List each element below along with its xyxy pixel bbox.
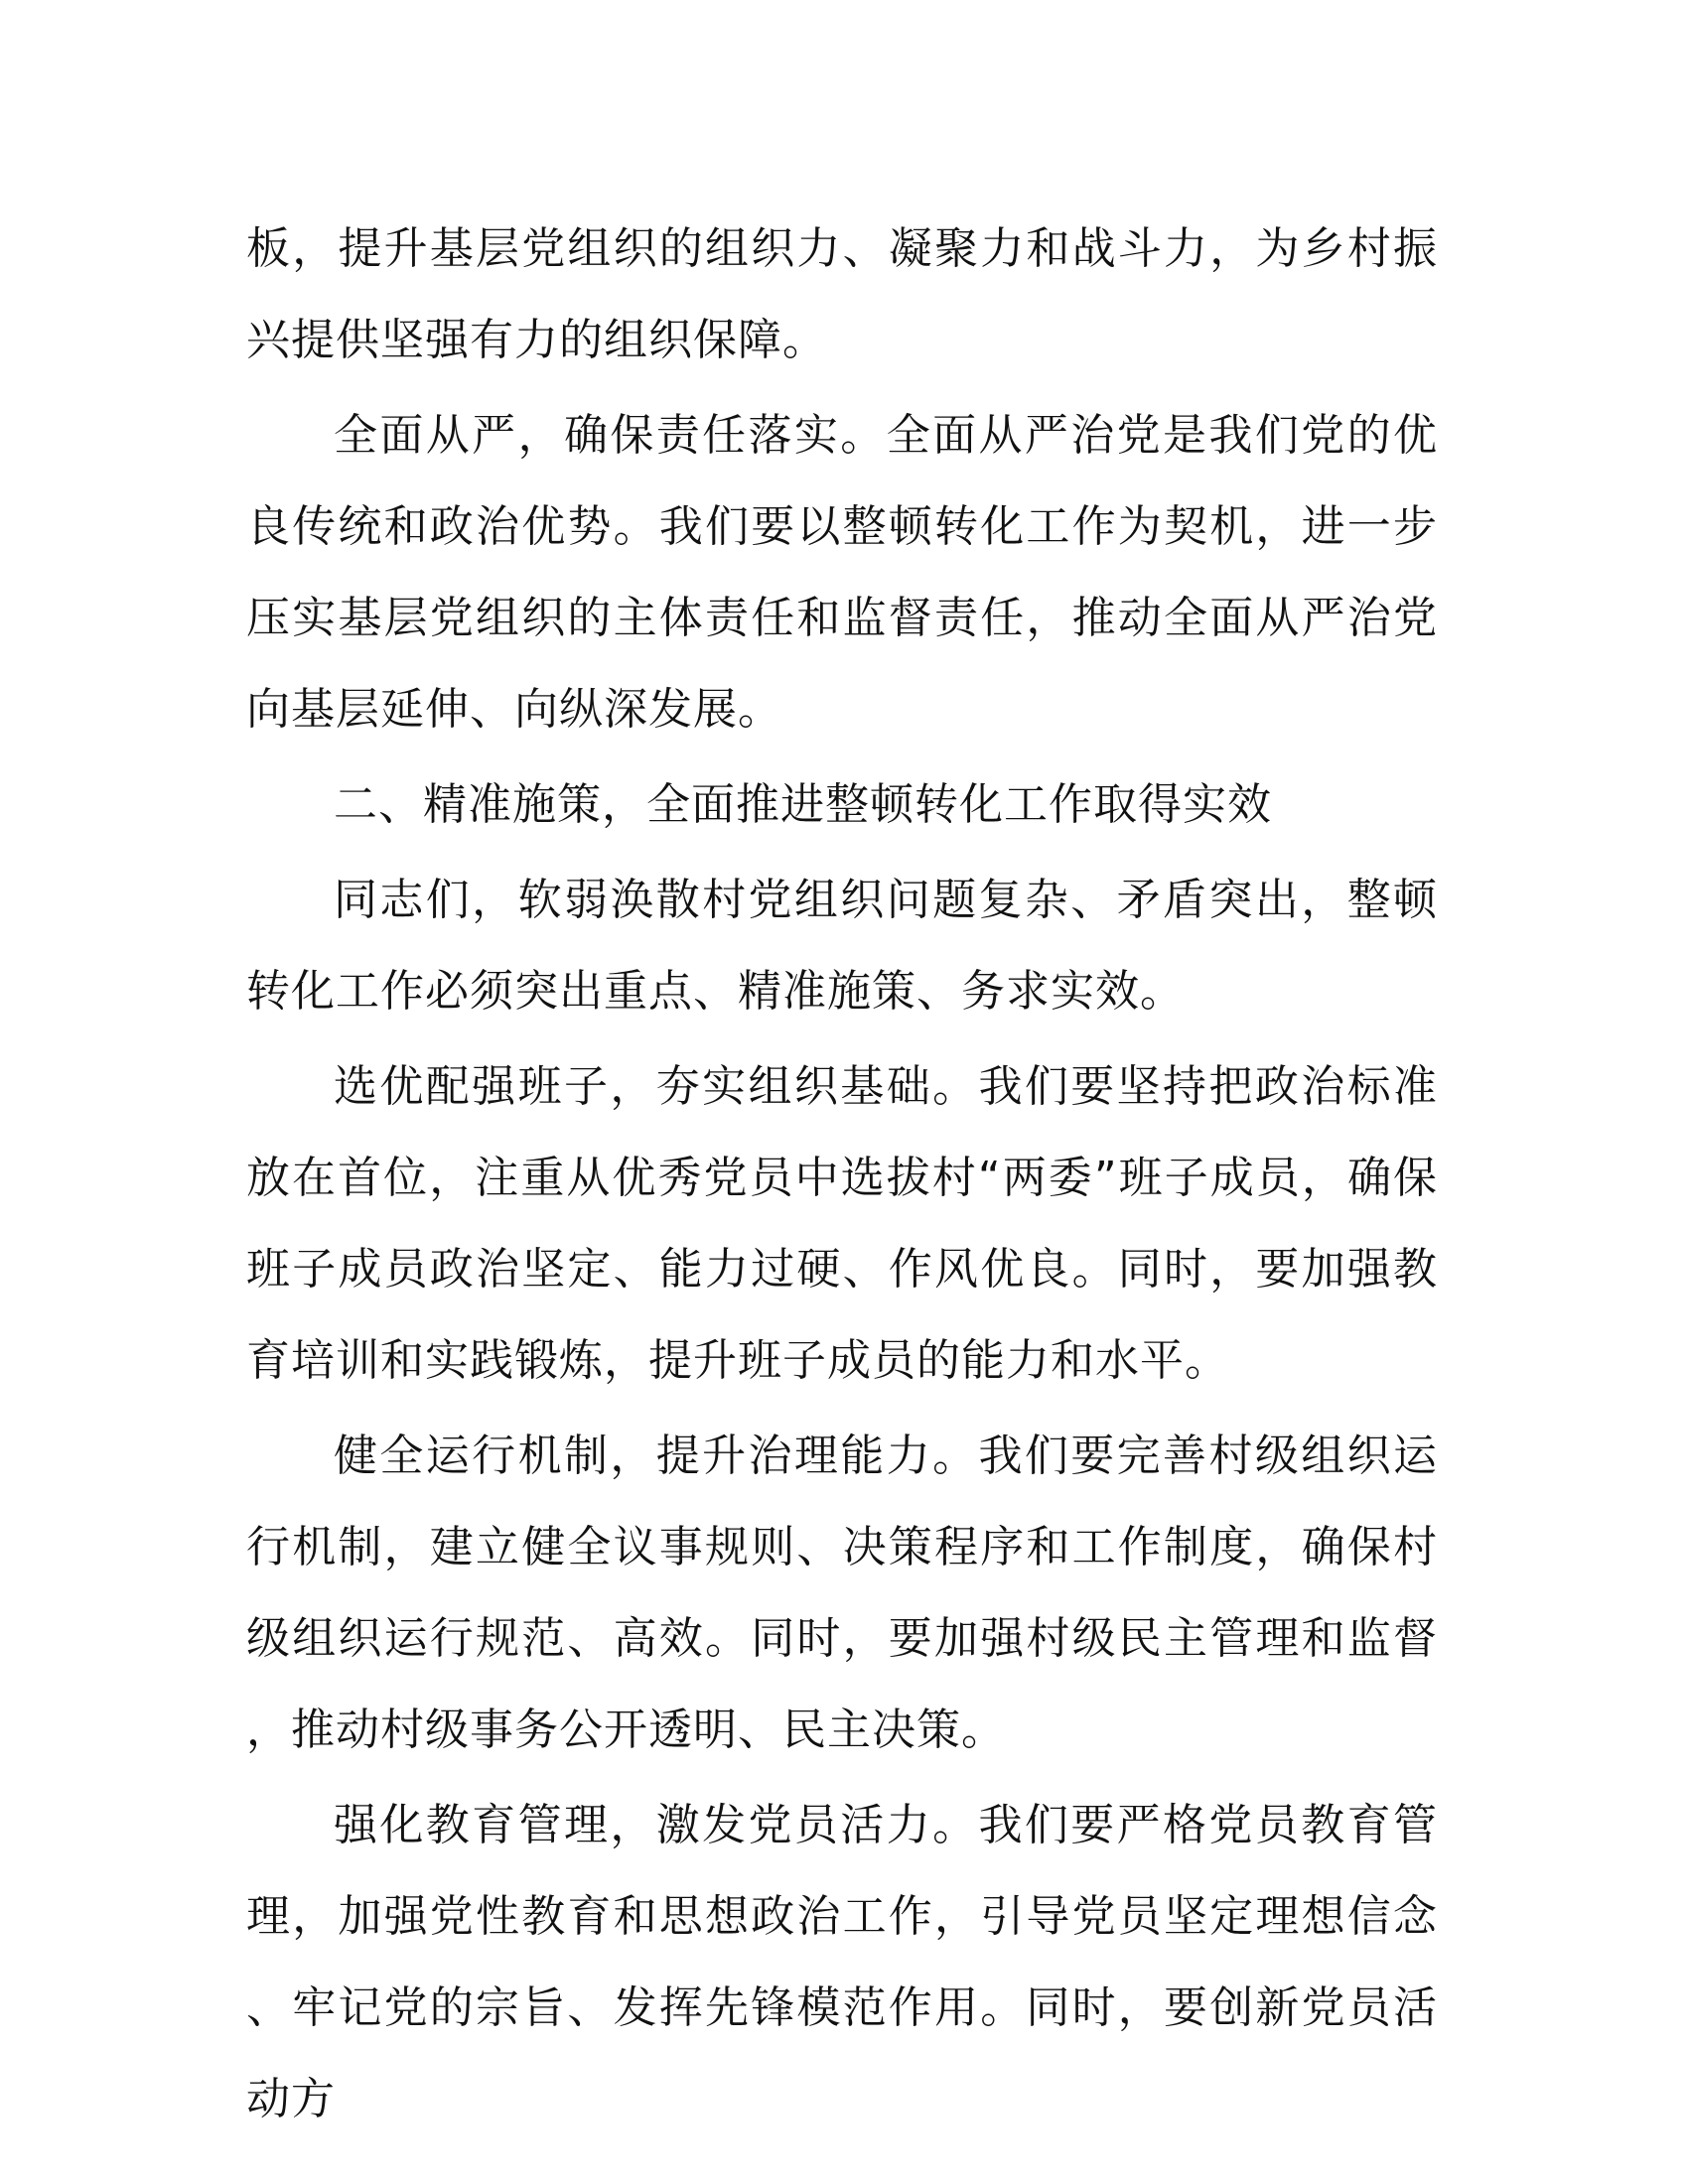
paragraph-education-management: 强化教育管理，激发党员活力。我们要严格党员教育管理，加强党性教育和思想政治工作，引导党员坚定理想信念、牢记党的宗旨、发挥先锋模范作用。同时，要创新党员活动方 <box>246 1800 1438 2124</box>
section-heading-two: 二、精准施策，全面推进整顿转化工作取得实效 <box>334 779 1272 830</box>
paragraph-continuation: 板，提升基层党组织的组织力、凝聚力和战斗力，为乡村振兴提供坚强有力的组织保障。 <box>246 223 1438 365</box>
document-body <box>246 204 1438 2149</box>
paragraph-intro: 同志们，软弱涣散村党组织问题复杂、矛盾突出，整顿转化工作必须突出重点、精准施策、务求实效。 <box>246 875 1438 1017</box>
paragraph-team-building: 选优配强班子，夯实组织基础。我们要坚持把政治标准放在首位，注重从优秀党员中选拔村“两委”班子成员，确保班子成员政治坚定、能力过硬、作风优良。同时，要加强教育培训和实践锻炼，提升班子成员的能力和水平。 <box>246 1061 1438 1386</box>
paragraph-mechanism: 健全运行机制，提升治理能力。我们要完善村级组织运行机制，建立健全议事规则、决策程序和工作制度，确保村级组织运行规范、高效。同时，要加强村级民主管理和监督，推动村级事务公开透明、民主决策。 <box>246 1431 1438 1755</box>
paragraph-strict-governance: 全面从严，确保责任落实。全面从严治党是我们党的优良传统和政治优势。我们要以整顿转化工作为契机，进一步压实基层党组织的主体责任和监督责任，推动全面从严治党向基层延伸、向纵深发展。 <box>246 410 1438 735</box>
